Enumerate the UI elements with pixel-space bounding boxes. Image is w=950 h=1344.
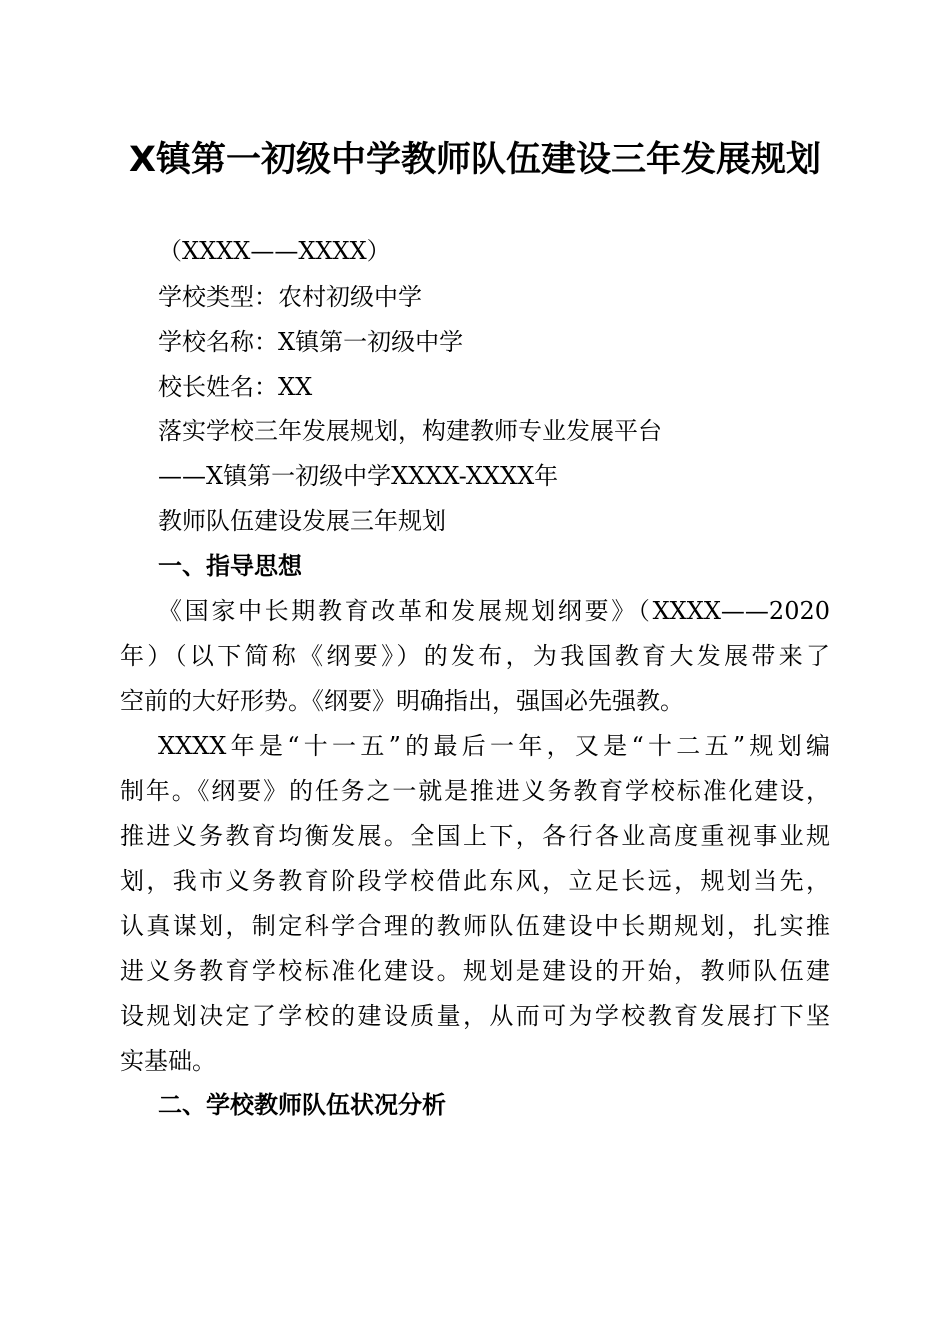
section-2-heading: 二、学校教师队伍状况分析 — [158, 1091, 446, 1119]
plan-period: （XXXX——XXXX） — [158, 237, 391, 265]
paragraph-1-line: 年）（以下简称《纲要》）的发布，为我国教育大发展带来了 — [120, 642, 830, 670]
school-name: 学校名称：X镇第一初级中学 — [158, 328, 464, 356]
paragraph-2-line: XXXX年是“十一五”的最后一年，又是“十二五”规划编 — [158, 732, 830, 760]
subtitle-line-2: ——X镇第一初级中学XXXX-XXXX年 — [158, 462, 559, 490]
subtitle-line-3: 教师队伍建设发展三年规划 — [158, 507, 446, 535]
paragraph-2-line: 进义务教育学校标准化建设。规划是建设的开始，教师队伍建 — [120, 957, 830, 985]
paragraph-2-line: 设规划决定了学校的建设质量，从而可为学校教育发展打下坚 — [120, 1002, 830, 1030]
paragraph-1-line: 《国家中长期教育改革和发展规划纲要》（XXXX——2020 — [158, 597, 830, 625]
paragraph-2-line: 制年。《纲要》的任务之一就是推进义务教育学校标准化建设， — [120, 777, 830, 805]
paragraph-2-line: 实基础。 — [120, 1047, 216, 1075]
document-title: X镇第一初级中学教师队伍建设三年发展规划 — [129, 140, 821, 180]
paragraph-2-line: 推进义务教育均衡发展。全国上下，各行各业高度重视事业规 — [120, 822, 830, 850]
school-type: 学校类型：农村初级中学 — [158, 283, 422, 311]
section-1-heading: 一、指导思想 — [158, 552, 302, 580]
paragraph-2-line: 划，我市义务教育阶段学校借此东风，立足长远，规划当先， — [120, 867, 830, 895]
paragraph-2-line: 认真谋划，制定科学合理的教师队伍建设中长期规划，扎实推 — [120, 912, 830, 940]
subtitle-line-1: 落实学校三年发展规划，构建教师专业发展平台 — [158, 417, 662, 445]
paragraph-1-line: 空前的大好形势。《纲要》明确指出，强国必先强教。 — [120, 687, 684, 715]
principal-name: 校长姓名：XX — [158, 373, 313, 401]
